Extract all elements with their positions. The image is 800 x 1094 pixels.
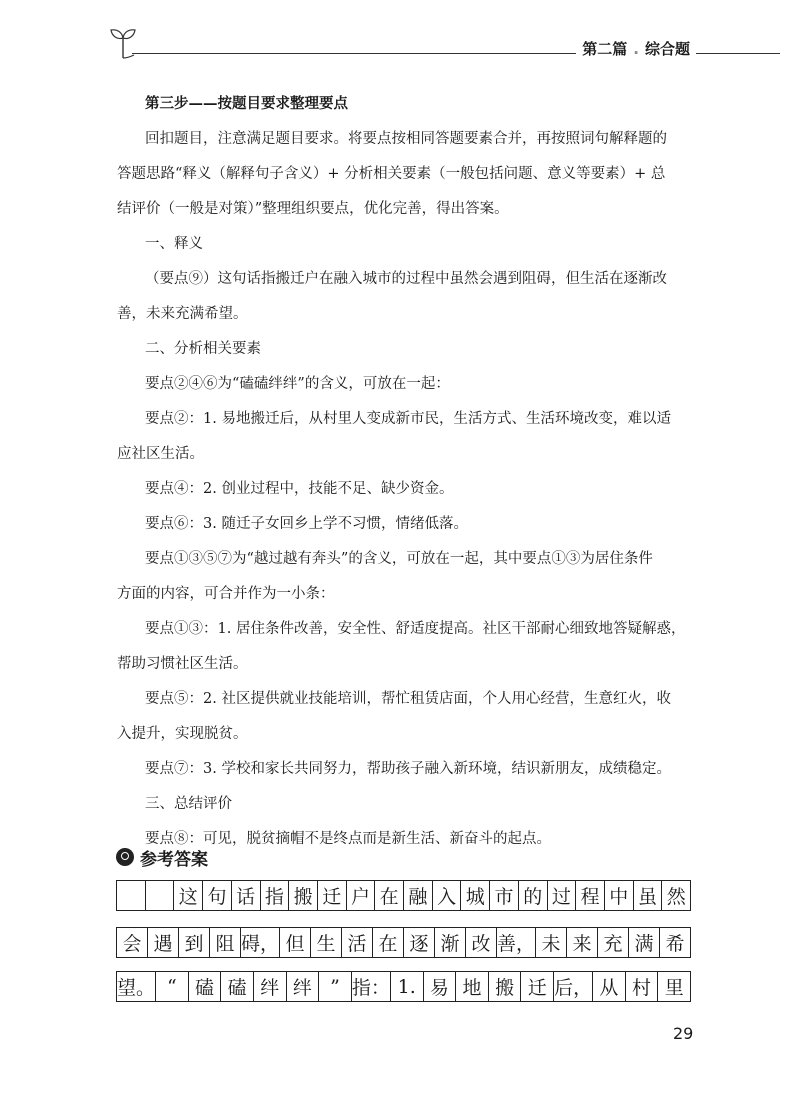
grid-cell: 善， — [497, 928, 536, 957]
grid-cell: 户 — [347, 881, 376, 910]
grid-cell: 改 — [466, 928, 497, 957]
grid-cell: 搬 — [489, 972, 522, 1001]
grid-cell: 会 — [117, 928, 148, 957]
grid-cell: 充 — [598, 928, 629, 957]
grid-cell: 磕 — [221, 972, 254, 1001]
grid-cell: 入 — [433, 881, 462, 910]
page-number: 29 — [673, 1024, 694, 1043]
grid-cell: 程 — [576, 881, 605, 910]
grid-cell: “ — [156, 972, 189, 1001]
grid-cell: 迁 — [318, 881, 347, 910]
grid-cell: 指： — [352, 972, 391, 1001]
text-line: 要点①③：1. 居住条件改善，安全性、舒适度提高。社区干部耐心细致地答疑解惑， — [145, 621, 686, 637]
text-line: 要点⑧：可见，脱贫摘帽不是终点而是新生活、新奋斗的起点。 — [145, 831, 551, 847]
grid-cell: 到 — [179, 928, 210, 957]
grid-cell: 易 — [424, 972, 457, 1001]
grid-cell: 磕 — [189, 972, 222, 1001]
grid-cell: 活 — [342, 928, 373, 957]
grid-cell: 这 — [174, 881, 203, 910]
text-line: 善，未来充满希望。 — [117, 306, 248, 322]
text-line: 帮助习惯社区生活。 — [117, 656, 248, 672]
subheading: 二、分析相关要素 — [145, 341, 261, 357]
text-line: 答题思路“释义（解释句子含义）+ 分析相关要素（一般包括问题、意义等要素）+ 总 — [117, 166, 666, 182]
grid-cell: 从 — [593, 972, 626, 1001]
grid-cell: 逐 — [404, 928, 435, 957]
text-line: （要点⑨）这句话指搬迁户在融入城市的过程中虽然会遇到阻碍，但生活在逐渐改 — [145, 271, 667, 287]
grid-cell: 1. — [391, 972, 424, 1001]
sprout-icon — [110, 24, 136, 60]
answer-grid-row — [116, 927, 691, 958]
grid-cell: 但 — [280, 928, 311, 957]
answer-grid-row — [116, 971, 691, 1002]
grid-cell: 后， — [554, 972, 593, 1001]
grid-cell: ” — [319, 972, 352, 1001]
grid-cell: 然 — [666, 886, 686, 908]
grid-cell: 指 — [261, 881, 290, 910]
grid-cell: 未 — [536, 928, 567, 957]
grid-cell: 村 — [626, 972, 659, 1001]
grid-cell: 地 — [456, 972, 489, 1001]
grid-cell: 搬 — [289, 881, 318, 910]
grid-cell: 句 — [203, 881, 232, 910]
grid-cell: 的 — [519, 881, 548, 910]
text-line: 要点①③⑤⑦为“越过越有奔头”的含义，可放在一起，其中要点①③为居住条件 — [145, 551, 653, 567]
text-line: 要点④：2. 创业过程中，技能不足、缺少资金。 — [145, 481, 454, 497]
text-line: 要点②④⑥为“磕磕绊绊”的含义，可放在一起： — [145, 376, 450, 392]
answer-title: 参考答案 — [140, 849, 208, 870]
text-line: 方面的内容，可合并作为一小条： — [117, 586, 335, 602]
grid-cell: 生 — [311, 928, 342, 957]
grid-cell: 希 — [665, 933, 685, 955]
answer-badge-icon — [116, 848, 134, 866]
grid-cell: 来 — [567, 928, 598, 957]
step-heading: 第三步——按题目要求整理要点 — [145, 95, 348, 112]
grid-cell: 遇 — [148, 928, 179, 957]
header-part: 第二篇 — [582, 40, 628, 58]
text-line: 回扣题目，注意满足题目要求。将要点按相同答题要素合并，再按照词句解释题的 — [145, 131, 667, 147]
grid-cell: 话 — [232, 881, 261, 910]
grid-cell: 碍， — [241, 928, 280, 957]
text-line: 要点⑦：3. 学校和家长共同努力，帮助孩子融入新环境，结识新朋友，成绩稳定。 — [145, 761, 671, 777]
text-line: 要点②：1. 易地搬迁后，从村里人变成新市民，生活方式、生活环境改变，难以适 — [145, 411, 671, 427]
text-line: 应社区生活。 — [117, 446, 204, 462]
text-line: 要点⑤：2. 社区提供就业技能培训，帮忙租赁店面，个人用心经营，生意红火，收 — [145, 691, 671, 707]
grid-cell — [117, 881, 146, 910]
text-line: 结评价（一般是对策）”整理组织要点，优化完善，得出答案。 — [117, 201, 509, 217]
subheading: 一、释义 — [145, 236, 203, 252]
grid-cell — [146, 881, 175, 910]
header-label: 第二篇 . 综合题 — [576, 38, 696, 59]
grid-cell: 望。 — [117, 972, 156, 1001]
grid-cell: 在 — [375, 881, 404, 910]
grid-cell: 满 — [629, 928, 660, 957]
answer-heading — [116, 844, 208, 870]
grid-cell: 市 — [490, 881, 519, 910]
grid-cell: 过 — [548, 881, 577, 910]
grid-cell: 虽 — [634, 881, 663, 910]
text-line: 入提升，实现脱贫。 — [117, 726, 248, 742]
grid-cell: 融 — [404, 881, 433, 910]
grid-cell: 迁 — [521, 972, 554, 1001]
header-section: 综合题 — [644, 40, 690, 58]
grid-cell: 渐 — [435, 928, 466, 957]
grid-cell: 中 — [605, 881, 634, 910]
subheading: 三、总结评价 — [145, 796, 232, 812]
grid-cell: 阻 — [210, 928, 241, 957]
running-header — [110, 22, 780, 62]
answer-grid-row — [116, 880, 691, 911]
text-line: 要点⑥：3. 随迁子女回乡上学不习惯，情绪低落。 — [145, 516, 468, 532]
grid-cell: 里 — [664, 977, 684, 999]
grid-cell: 在 — [373, 928, 404, 957]
grid-cell: 城 — [461, 881, 490, 910]
grid-cell: 绊 — [287, 972, 320, 1001]
grid-cell: 绊 — [254, 972, 287, 1001]
